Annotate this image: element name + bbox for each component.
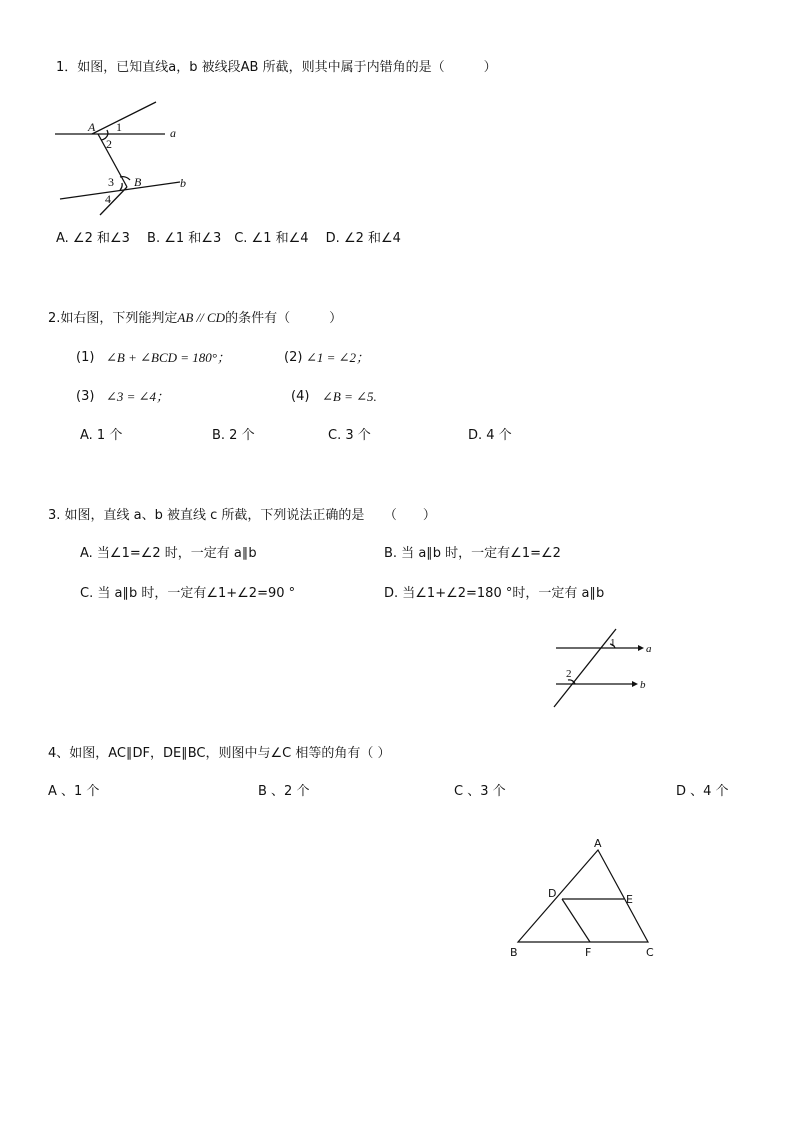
q2-option-c: C. 3 个 [328,428,371,443]
q1-angle-arc-3 [120,177,130,180]
q2-stem-pre: 2.如右图，下列能判定 [48,311,178,326]
q4-option-c: C 、3 个 [454,784,506,799]
q4-label-D: D [548,887,557,900]
q1-label-a: a [170,126,176,140]
q3-label-b: b [640,679,646,691]
q4-figure [500,832,670,964]
q1-label-4: 4 [105,192,111,206]
q2-stem [48,310,342,327]
q1-label-A: A [88,120,96,134]
q3-label-a: a [646,643,652,655]
q4-label-F: F [585,946,592,959]
q4-label-A: A [594,837,602,850]
q4-label-E: E [626,893,633,906]
q3-stem: 3. 如图，直线 a、b 被直线 c 所截，下列说法正确的是 （ ） [48,508,436,523]
q1-label-1: 1 [116,120,122,134]
q4-option-b: B 、2 个 [258,784,310,799]
q2-cond2: ∠1 = ∠2； [306,350,370,365]
q2-stem-math: AB // CD [177,310,226,325]
q3-label-2: 2 [566,668,572,680]
q3-option-b: B. 当 a∥b 时，一定有∠1=∠2 [384,546,561,561]
q2-cond4-number: (4) [291,389,310,404]
q4-option-a: A 、1 个 [48,784,100,799]
q4-segment-df [562,899,590,942]
q1-label-b: b [180,176,186,190]
q3-figure [548,625,658,710]
q2-option-b: B. 2 个 [212,428,255,443]
q2-option-d: D. 4 个 [468,428,512,443]
q4-stem: 4、如图，AC∥DF，DE∥BC，则图中与∠C 相等的角有（ ） [48,746,391,761]
q1-options: A. ∠2 和∠3 B. ∠1 和∠3 C. ∠1 和∠4 D. ∠2 和∠4 [56,231,401,246]
q2-cond2-number: (2) [284,350,303,365]
q3-option-c: C. 当 a∥b 时，一定有∠1+∠2=90 ° [80,586,296,601]
q3-arrow-a [638,645,644,651]
q1-label-3: 3 [108,175,114,189]
q2-stem-post: 的条件有（ ） [225,311,343,326]
q3-label-1: 1 [610,637,616,649]
q3-line-c [554,629,616,707]
q2-cond1: ∠B + ∠BCD = 180°； [106,350,230,365]
q1-label-2: 2 [106,137,112,151]
q3-option-d: D. 当∠1+∠2=180 °时，一定有 a∥b [384,586,605,601]
q2-cond3: ∠3 = ∠4； [106,389,170,404]
q1-line-b [60,182,180,199]
q2-cond1-number: (1) [76,350,95,365]
q1-transversal-top [92,102,156,134]
q1-stem: 1．如图，已知直线a，b 被线段AB 所截，则其中属于内错角的是（ ） [56,60,497,75]
q4-option-d: D 、4 个 [676,784,729,799]
q2-option-a: A. 1 个 [80,428,123,443]
q1-figure [50,95,200,220]
q1-label-B: B [134,175,142,189]
q3-option-a: A. 当∠1=∠2 时，一定有 a∥b [80,546,257,561]
q1-angle-arc-4 [120,183,122,190]
q3-arrow-b [632,681,638,687]
q4-label-B: B [510,946,518,959]
q4-label-C: C [646,946,654,959]
q2-cond3-number: (3) [76,389,95,404]
q2-cond4: ∠B = ∠5. [322,389,377,404]
